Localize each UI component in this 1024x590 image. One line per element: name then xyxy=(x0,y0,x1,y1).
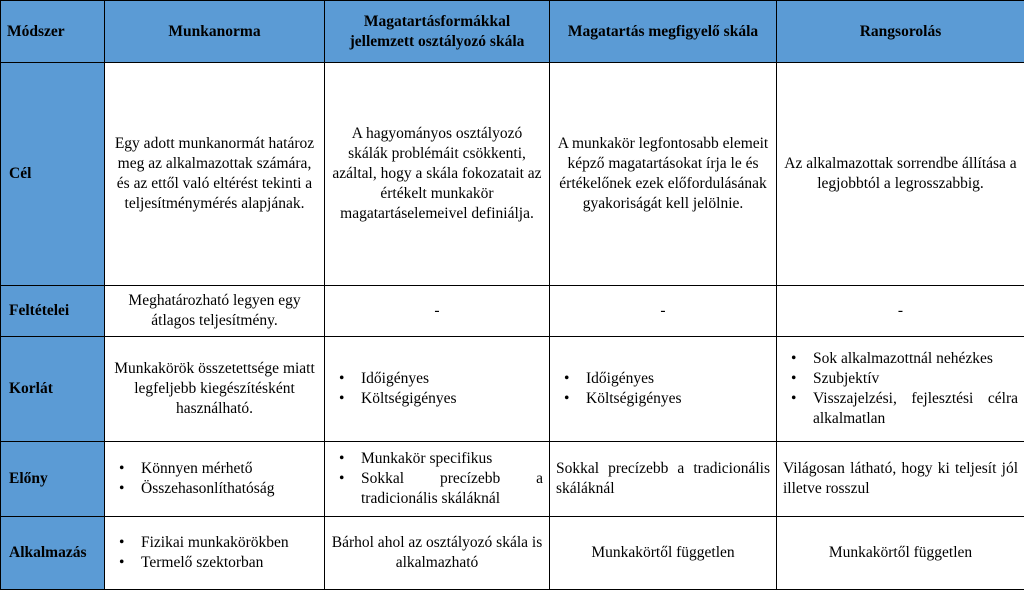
row-elony xyxy=(1,442,1024,517)
bullet-list xyxy=(331,449,543,509)
row-label-alkalmazas: Alkalmazás xyxy=(1,517,105,590)
bullet-list xyxy=(783,349,1018,429)
list-item: • Fizikai munkakörökben xyxy=(141,533,318,553)
cell-cel-megfigyelo: A munkakör legfontosabb elemeit képző magatartásokat írja le és értékelőnek ezek előfordulásának gyakoriságát kell jelölnie. xyxy=(550,63,777,286)
list-item: • Költségigényes xyxy=(586,389,770,409)
cell-korlat-osztalyozo xyxy=(325,337,550,442)
row-label-korlat: Korlát xyxy=(1,337,105,442)
cell-feltetelei-rangsorolas: - xyxy=(777,286,1024,337)
list-item: • Költségigényes xyxy=(361,389,543,409)
cell-cel-osztalyozo: A hagyományos osztályozó skálák problémáit csökkenti, azáltal, hogy a skála fokozatait az értékelt munkakör magatartáselemeivel definiálja. xyxy=(325,63,550,286)
cell-feltetelei-osztalyozo: - xyxy=(325,286,550,337)
list-item: • Munkakör specifikus xyxy=(361,449,543,469)
cell-feltetelei-megfigyelo: - xyxy=(550,286,777,337)
cell-alkalmazas-munkanorma xyxy=(105,517,325,590)
list-item: • Sokkal precízebb a tradicionális skáláknál xyxy=(361,469,543,509)
cell-cel-munkanorma: Egy adott munkanormát határoz meg az alkalmazottak számára, és az ettől való eltérést tekinti a teljesítménymérés alapjának. xyxy=(105,63,325,286)
row-korlat xyxy=(1,337,1024,442)
cell-feltetelei-munkanorma: Meghatározható legyen egy átlagos teljesítmény. xyxy=(105,286,325,337)
cell-elony-megfigyelo: Sokkal precízebb a tradicionális skáláknál xyxy=(550,442,777,517)
row-feltetelei xyxy=(1,286,1024,337)
list-item: • Összehasonlíthatóság xyxy=(141,479,318,499)
row-alkalmazas xyxy=(1,517,1024,590)
cell-alkalmazas-osztalyozo: Bárhol ahol az osztályozó skála is alkalmazható xyxy=(325,517,550,590)
cell-korlat-munkanorma: Munkakörök összetettsége miatt legfeljebb kiegészítésként használható. xyxy=(105,337,325,442)
row-label-cel: Cél xyxy=(1,63,105,286)
list-item: • Sok alkalmazottnál nehézkes xyxy=(813,349,1018,369)
header-rangsorolas: Rangsorolás xyxy=(777,1,1024,63)
header-osztalyozo-skala: Magatartásformákkal jellemzett osztályozó skála xyxy=(325,1,550,63)
row-label-feltetelei: Feltételei xyxy=(1,286,105,337)
bullet-list xyxy=(556,369,770,409)
row-cel xyxy=(1,63,1024,286)
bullet-list xyxy=(111,459,318,499)
list-item: • Termelő szektorban xyxy=(141,553,318,573)
bullet-list xyxy=(111,533,318,573)
cell-alkalmazas-rangsorolas: Munkakörtől független xyxy=(777,517,1024,590)
list-item: • Időigényes xyxy=(586,369,770,389)
cell-alkalmazas-megfigyelo: Munkakörtől független xyxy=(550,517,777,590)
cell-korlat-rangsorolas xyxy=(777,337,1024,442)
header-modszer: Módszer xyxy=(1,1,105,63)
cell-elony-munkanorma xyxy=(105,442,325,517)
list-item: • Könnyen mérhető xyxy=(141,459,318,479)
list-item: • Időigényes xyxy=(361,369,543,389)
list-item: • Visszajelzési, fejlesztési célra alkalmatlan xyxy=(813,389,1018,429)
bullet-list xyxy=(331,369,543,409)
cell-cel-rangsorolas: Az alkalmazottak sorrendbe állítása a legjobbtól a legrosszabbig. xyxy=(777,63,1024,286)
cell-elony-rangsorolas: Világosan látható, hogy ki teljesít jól illetve rosszul xyxy=(777,442,1024,517)
header-megfigyelo-skala: Magatartás megfigyelő skála xyxy=(550,1,777,63)
cell-elony-osztalyozo xyxy=(325,442,550,517)
row-label-elony: Előny xyxy=(1,442,105,517)
cell-korlat-megfigyelo xyxy=(550,337,777,442)
header-row xyxy=(1,1,1024,63)
header-munkanorma: Munkanorma xyxy=(105,1,325,63)
list-item: • Szubjektív xyxy=(813,369,1018,389)
